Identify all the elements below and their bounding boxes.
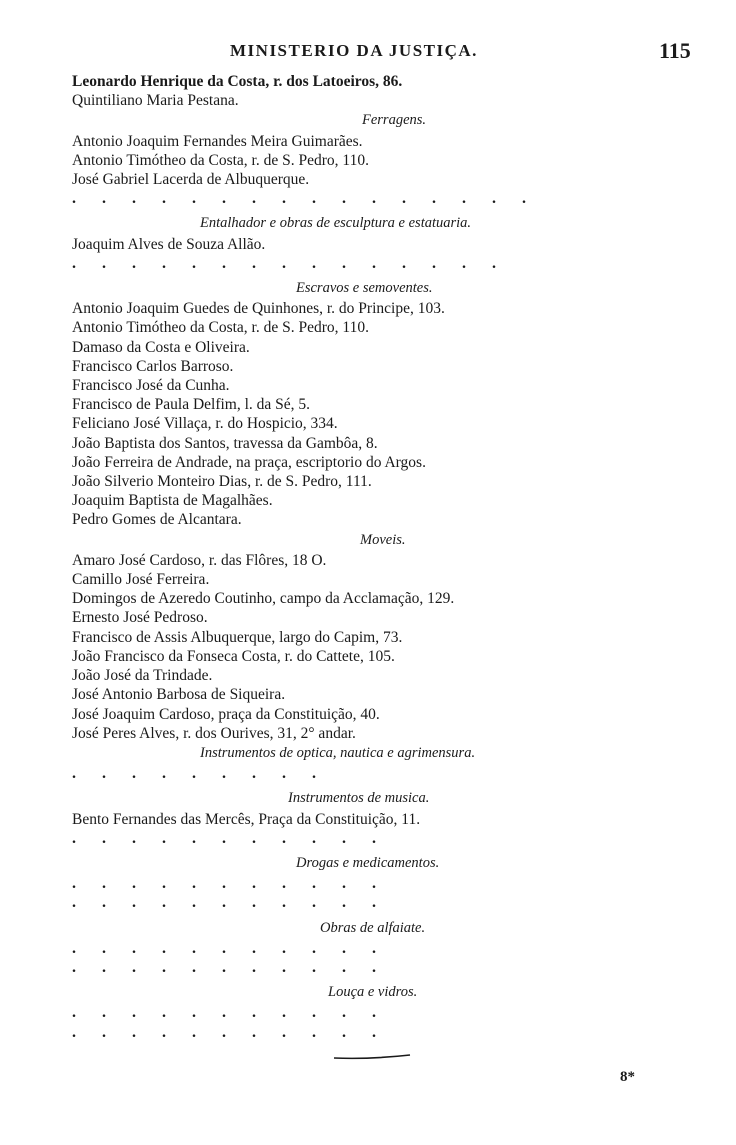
ellipsis-row: . . . . . . . . . . . . . . . bbox=[72, 254, 507, 272]
ellipsis-row: . . . . . . . . . . . bbox=[72, 958, 387, 976]
entry-line: João José da Trindade. bbox=[72, 667, 213, 685]
directory-listing bbox=[72, 72, 592, 1048]
entry-line: Antonio Timótheo da Costa, r. de S. Pedro, 110. bbox=[72, 151, 369, 169]
entry-line: Domingos de Azeredo Coutinho, campo da Acclamação, 129. bbox=[72, 590, 455, 608]
entry-line: Joaquim Baptista de Magalhães. bbox=[72, 492, 273, 510]
section-heading: Entalhador e obras de esculptura e estatuaria. bbox=[200, 215, 472, 232]
ellipsis-row: . . . . . . . . . . . . . . . . bbox=[72, 190, 537, 208]
running-head: MINISTERIO DA JUSTIÇA. bbox=[230, 41, 478, 60]
section bbox=[72, 214, 592, 273]
entry-line: Ernesto José Pedroso. bbox=[72, 609, 208, 627]
page-header bbox=[0, 38, 736, 66]
ellipsis-row: . . . . . . . . . . . bbox=[72, 875, 387, 893]
section bbox=[72, 789, 592, 848]
section bbox=[72, 983, 592, 1042]
section bbox=[72, 744, 592, 783]
entry-line: João Francisco da Fonseca Costa, r. do Cattete, 105. bbox=[72, 647, 395, 665]
section bbox=[72, 72, 592, 110]
section-heading: Moveis. bbox=[360, 531, 406, 548]
entry-line: Joaquim Alves de Souza Allão. bbox=[72, 235, 266, 253]
ellipsis-row: . . . . . . . . . . . bbox=[72, 939, 387, 957]
entry-line: Leonardo Henrique da Costa, r. dos Latoeiros, 86. bbox=[72, 73, 403, 90]
entry-line: Francisco de Paula Delfim, l. da Sé, 5. bbox=[72, 396, 311, 414]
entry-line: José Peres Alves, r. dos Ourives, 31, 2° andar. bbox=[72, 724, 356, 742]
entry-line: Bento Fernandes das Mercês, Praça da Constituição, 11. bbox=[72, 810, 421, 828]
entry-line: Francisco Carlos Barroso. bbox=[72, 357, 234, 375]
section bbox=[72, 111, 592, 208]
entry-line: João Ferreira de Andrade, na praça, escriptorio do Argos. bbox=[72, 453, 426, 471]
section-heading: Instrumentos de optica, nautica e agrimensura. bbox=[200, 744, 476, 761]
section-heading: Escravos e semoventes. bbox=[296, 280, 433, 297]
signature-mark: 8* bbox=[620, 1069, 635, 1085]
section bbox=[72, 919, 592, 978]
section-heading: Louça e vidros. bbox=[328, 984, 418, 1001]
section bbox=[72, 854, 592, 913]
ellipsis-row: . . . . . . . . . . . bbox=[72, 829, 387, 847]
section-heading: Ferragens. bbox=[362, 112, 427, 129]
entry-line: Damaso da Costa e Oliveira. bbox=[72, 338, 250, 356]
ellipsis-row: . . . . . . . . . . . bbox=[72, 1004, 387, 1022]
section-heading: Obras de alfaiate. bbox=[320, 919, 426, 936]
entry-line: José Antonio Barbosa de Siqueira. bbox=[72, 686, 286, 704]
entry-line: Camillo José Ferreira. bbox=[72, 571, 210, 589]
ellipsis-row: . . . . . . . . . bbox=[72, 765, 327, 783]
entry-line: Amaro José Cardoso, r. das Flôres, 18 O. bbox=[72, 551, 327, 569]
entry-line: Antonio Timótheo da Costa, r. de S. Pedro, 110. bbox=[72, 319, 369, 337]
section-heading: Drogas e medicamentos. bbox=[296, 854, 440, 871]
section bbox=[72, 531, 592, 743]
ellipsis-row: . . . . . . . . . . . bbox=[72, 1023, 387, 1041]
entry-line: Antonio Joaquim Guedes de Quinhones, r. do Principe, 103. bbox=[72, 300, 445, 318]
ellipsis-row: . . . . . . . . . . . bbox=[72, 894, 387, 912]
entry-line: Francisco José da Cunha. bbox=[72, 377, 230, 395]
entry-line: Feliciano José Villaça, r. do Hospicio, 334. bbox=[72, 415, 338, 433]
entry-line: Francisco de Assis Albuquerque, largo do Capim, 73. bbox=[72, 628, 403, 646]
section bbox=[72, 279, 592, 530]
closing-rule bbox=[333, 1054, 411, 1060]
entry-line: Quintiliano Maria Pestana. bbox=[72, 92, 239, 110]
entry-line: José Gabriel Lacerda de Albuquerque. bbox=[72, 171, 310, 189]
entry-line: João Silverio Monteiro Dias, r. de S. Pedro, 111. bbox=[72, 473, 372, 491]
section-heading: Instrumentos de musica. bbox=[288, 790, 430, 807]
entry-line: José Joaquim Cardoso, praça da Constituição, 40. bbox=[72, 705, 380, 723]
entry-line: Antonio Joaquim Fernandes Meira Guimarães. bbox=[72, 132, 363, 150]
entry-line: João Baptista dos Santos, travessa da Gambôa, 8. bbox=[72, 434, 378, 452]
entry-line: Pedro Gomes de Alcantara. bbox=[72, 511, 242, 529]
page-number: 115 bbox=[659, 38, 691, 63]
